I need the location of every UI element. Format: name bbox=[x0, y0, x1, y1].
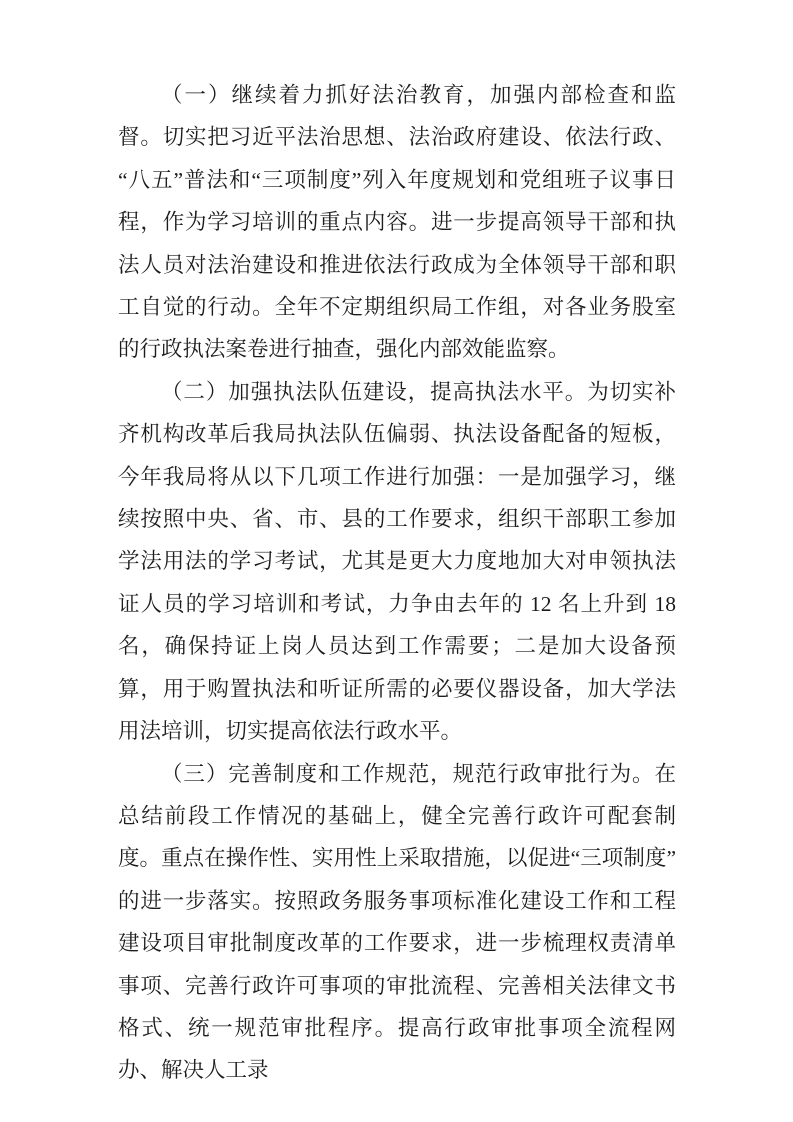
paragraph-section-3: （三）完善制度和工作规范，规范行政审批行为。在总结前段工作情况的基础上，健全完善行政许可配套制度。重点在操作性、实用性上采取措施，以促进“三项制度”的进一步落实。按照政务服务事项标准化建设工作和工程建设项目审批制度改革的工作要求，进一步梳理权责清单事项、完善行政许可事项的审批流程、完善相关法律文书格式、统一规范审批程序。提高行政审批事项全流程网办、解决人工录 bbox=[118, 761, 676, 1083]
paragraph-section-1: （一）继续着力抓好法治教育，加强内部检查和监督。切实把习近平法治思想、法治政府建设、依法行政、“八五”普法和“三项制度”列入年度规划和党组班子议事日程，作为学习培训的重点内容。进一步提高领导干部和执法人员对法治建设和推进依法行政成为全体领导干部和职工自觉的行动。全年不定期组织局工作组，对各业务股室的行政执法案卷进行抽查，强化内部效能监察。 bbox=[118, 83, 676, 362]
paragraph-section-2: （二）加强执法队伍建设，提高执法水平。为切实补齐机构改革后我局执法队伍偏弱、执法设备配备的短板，今年我局将从以下几项工作进行加强：一是加强学习，继续按照中央、省、市、县的工作要求，组织干部职工参加学法用法的学习考试，尤其是更大力度地加大对申领执法证人员的学习培训和考试，力争由去年的 12 名上升到 18 名，确保持证上岗人员达到工作需要；二是加大设备预算，用于购置执法和听证所需的必要仪器设备，加大学法用法培训，切实提高依法行政水平。 bbox=[118, 379, 676, 744]
document-body bbox=[118, 74, 676, 1092]
